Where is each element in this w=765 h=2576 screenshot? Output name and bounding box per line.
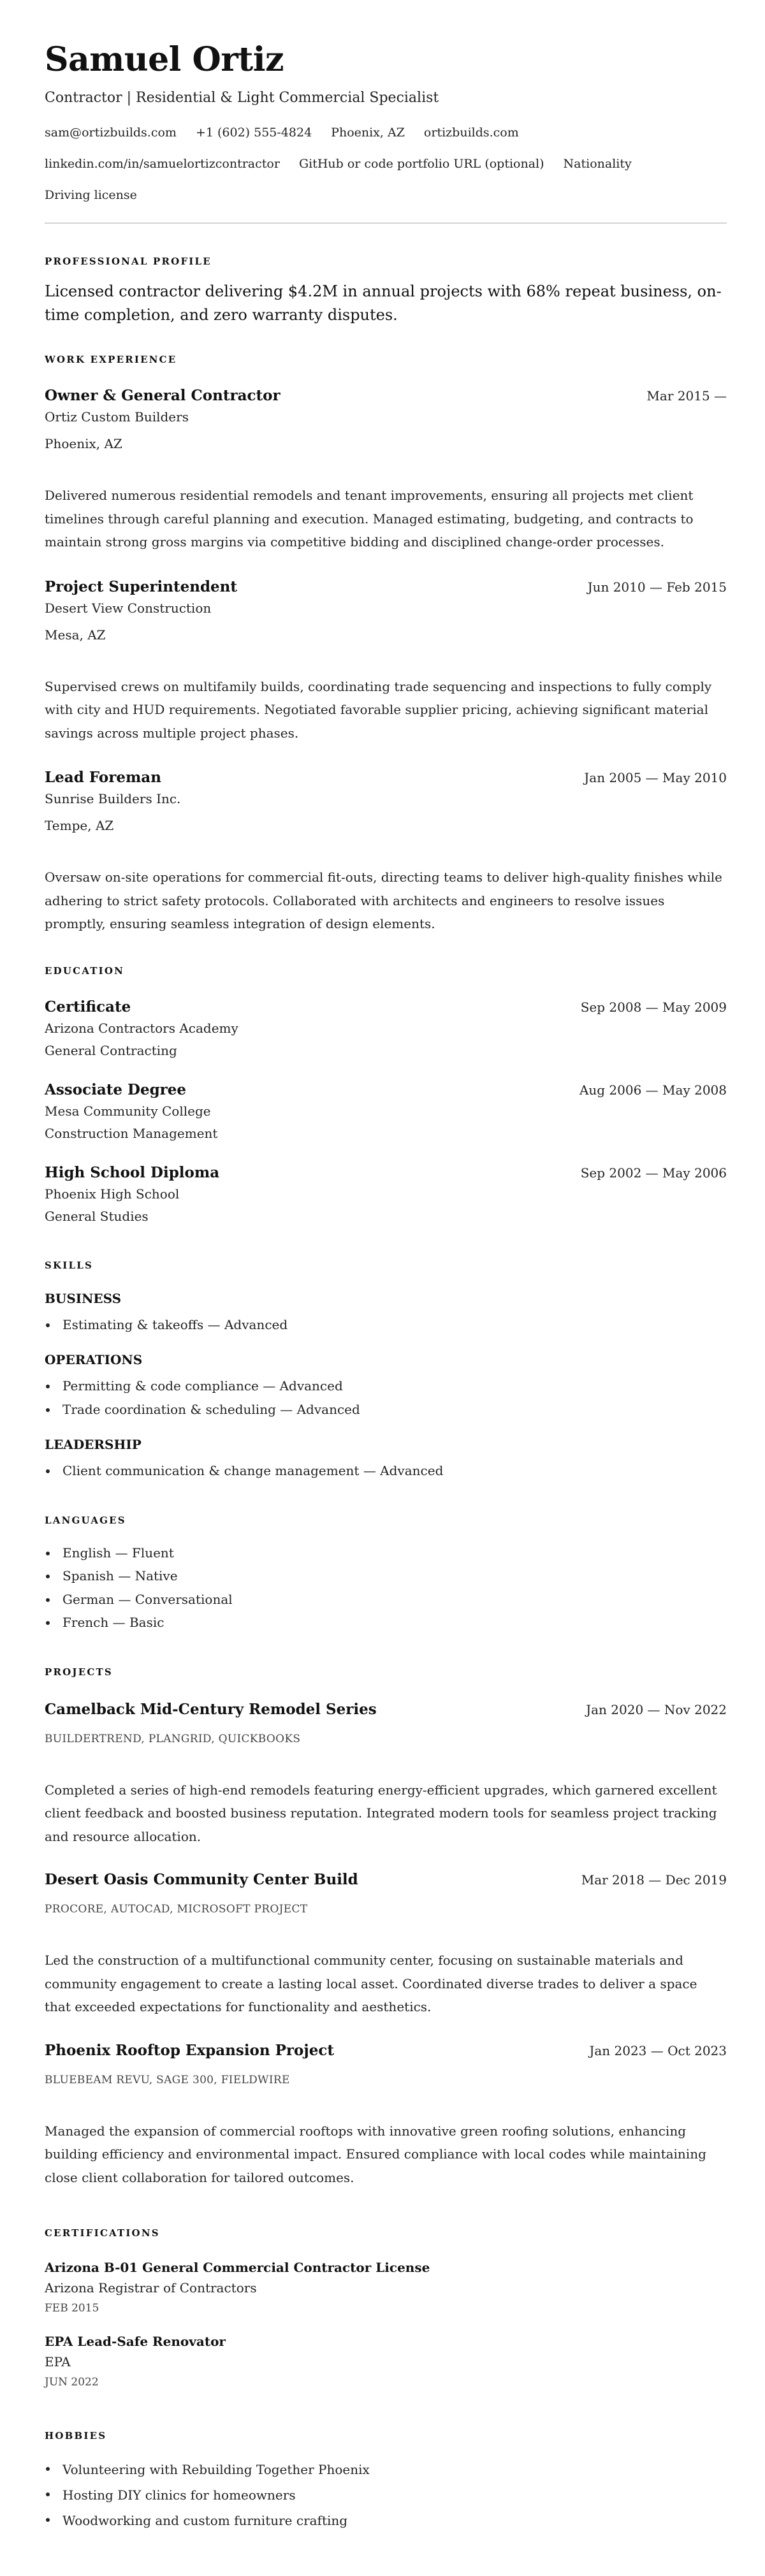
candidate-name: Samuel Ortiz — [45, 40, 284, 79]
job-header — [45, 768, 727, 788]
contact-nationality: Nationality — [563, 157, 632, 171]
project-header — [45, 2041, 727, 2061]
project-dates: Jan 2023 — Oct 2023 — [589, 2042, 727, 2058]
education-school: Arizona Contractors Academy — [45, 1020, 238, 1036]
project-title: Camelback Mid-Century Remodel Series — [45, 1700, 377, 1718]
contact-email[interactable]: sam@ortizbuilds.com — [45, 126, 177, 140]
certification-entry — [45, 2258, 727, 2318]
job-title: Lead Foreman — [45, 769, 161, 786]
job-description: Delivered numerous residential remodels and tenant improvements, ensuring all projects met client timelines through careful planning and execution. Managed estimating, budgeting, and contracts to maintain strong gross margins via competitive bidding and disciplined change-order processes. — [45, 488, 694, 549]
job-dates: Jun 2010 — Feb 2015 — [587, 579, 727, 595]
contact-phone[interactable]: +1 (602) 555-4824 — [195, 126, 312, 140]
profile-summary: Licensed contractor delivering $4.2M in annual projects with 68% repeat business, on-time completion, and zero warranty disputes. — [45, 282, 722, 324]
contact-linkedin[interactable]: linkedin.com/in/samuelortizcontractor — [45, 157, 280, 171]
project-description: Managed the expansion of commercial rooftops with innovative green roofing solutions, enhancing building efficiency and environmental impact. Ensured compliance with local codes while maintaining close client collaboration for tailored outcomes. — [45, 2123, 706, 2185]
education-list — [45, 997, 727, 1228]
project-description: Completed a series of high-end remodels featuring energy-efficient upgrades, which garnered excellent client feedback and boosted business reputation. Integrated modern tools for seamless project tracking and resource allocation. — [45, 1782, 717, 1844]
education-header — [45, 1080, 727, 1100]
skill-item: Permitting & code compliance — Advanced — [45, 1374, 727, 1398]
education-degree: Associate Degree — [45, 1081, 187, 1098]
job-entry — [45, 386, 727, 554]
hobby-item: Woodworking and custom furniture crafting — [45, 2508, 727, 2533]
certifications-list — [45, 2258, 727, 2392]
section-heading-work: WORK EXPERIENCE — [45, 354, 177, 365]
language-item: French — Basic — [45, 1611, 727, 1634]
project-tools: BUILDERTREND, PLANGRID, QUICKBOOKS — [45, 1732, 301, 1745]
work-list — [45, 386, 727, 936]
education-field: General Contracting — [45, 1042, 177, 1058]
certification-name: EPA Lead-Safe Renovator — [45, 2334, 226, 2349]
education-field: Construction Management — [45, 1125, 218, 1141]
job-company: Ortiz Custom Builders — [45, 409, 189, 425]
education-dates: Sep 2008 — May 2009 — [580, 999, 727, 1015]
job-entry — [45, 768, 727, 936]
job-company: Desert View Construction — [45, 600, 212, 616]
languages-list — [45, 1541, 727, 1634]
skill-items — [45, 1313, 727, 1337]
contact-driving-license: Driving license — [45, 188, 137, 202]
skill-category: BUSINESS — [45, 1290, 122, 1306]
project-title: Desert Oasis Community Center Build — [45, 1871, 358, 1888]
job-description: Oversaw on-site operations for commercial fit-outs, directing teams to deliver high-quality finishes while adhering to strict safety protocols. Collaborated with architects and engineers to resolve issues promptly, ensuring seamless integration of design elements. — [45, 870, 722, 931]
project-entry — [45, 1699, 727, 1849]
section-heading-certifications: CERTIFICATIONS — [45, 2227, 160, 2239]
section-heading-hobbies: HOBBIES — [45, 2430, 107, 2441]
job-description: Supervised crews on multifamily builds, coordinating trade sequencing and inspections to fully comply with city and HUD requirements. Negotiated favorable supplier pricing, achieving significant material savings across multiple project phases. — [45, 678, 712, 741]
header-divider — [45, 222, 727, 224]
project-tools: BLUEBEAM REVU, SAGE 300, FIELDWIRE — [45, 2073, 290, 2086]
education-dates: Aug 2006 — May 2008 — [579, 1082, 727, 1098]
education-degree: High School Diploma — [45, 1163, 220, 1181]
project-header — [45, 1699, 727, 1720]
education-dates: Sep 2002 — May 2006 — [580, 1165, 727, 1181]
skill-item: Estimating & takeoffs — Advanced — [45, 1313, 727, 1337]
education-school: Phoenix High School — [45, 1186, 180, 1202]
job-title: Project Superintendent — [45, 578, 238, 595]
language-item: Spanish — Native — [45, 1564, 727, 1588]
section-heading-skills: SKILLS — [45, 1259, 94, 1271]
education-entry — [45, 1163, 727, 1228]
certification-entry — [45, 2332, 727, 2392]
project-title: Phoenix Rooftop Expansion Project — [45, 2041, 334, 2059]
job-dates: Jan 2005 — May 2010 — [584, 770, 727, 785]
certification-date: FEB 2015 — [45, 2302, 99, 2315]
skill-category: OPERATIONS — [45, 1352, 143, 1367]
contact-list — [45, 117, 727, 211]
education-header — [45, 997, 727, 1017]
skill-item: Client communication & change management — Advanced — [45, 1459, 727, 1483]
job-entry — [45, 577, 727, 745]
certification-date: JUN 2022 — [45, 2376, 99, 2389]
project-entry — [45, 2041, 727, 2190]
project-entry — [45, 1870, 727, 2019]
education-entry — [45, 1080, 727, 1145]
job-company: Sunrise Builders Inc. — [45, 791, 181, 806]
contact-location: Phoenix, AZ — [331, 126, 405, 140]
contact-website[interactable]: ortizbuilds.com — [423, 126, 519, 140]
education-header — [45, 1163, 727, 1183]
project-dates: Mar 2018 — Dec 2019 — [581, 1872, 727, 1888]
project-dates: Jan 2020 — Nov 2022 — [586, 1701, 727, 1717]
education-degree: Certificate — [45, 998, 131, 1015]
section-heading-projects: PROJECTS — [45, 1666, 113, 1678]
education-field: General Studies — [45, 1208, 149, 1224]
job-title: Owner & General Contractor — [45, 387, 280, 404]
certification-issuer: EPA — [45, 2354, 71, 2369]
hobbies-list — [45, 2457, 727, 2533]
hobby-item: Hosting DIY clinics for homeowners — [45, 2482, 727, 2508]
language-item: German — Conversational — [45, 1588, 727, 1612]
skill-item: Trade coordination & scheduling — Advanced — [45, 1398, 727, 1422]
skills-list — [45, 1289, 727, 1483]
job-location: Tempe, AZ — [45, 818, 114, 833]
hobby-item: Volunteering with Rebuilding Together Phoenix — [45, 2457, 727, 2482]
job-header — [45, 577, 727, 597]
section-heading-education: EDUCATION — [45, 964, 125, 977]
job-location: Phoenix, AZ — [45, 436, 122, 451]
section-heading-languages: LANGUAGES — [45, 1514, 126, 1526]
project-header — [45, 1870, 727, 1890]
contact-github: GitHub or code portfolio URL (optional) — [298, 157, 544, 171]
job-header — [45, 386, 727, 406]
skill-items — [45, 1459, 727, 1483]
job-location: Mesa, AZ — [45, 627, 106, 643]
project-description: Led the construction of a multifunctional community center, focusing on sustainable materials and community engagement to create a lasting local asset. Coordinated diverse trades to deliver a space that exceeded expectations for functionality and aesthetics. — [45, 1953, 697, 2014]
project-tools: PROCORE, AUTOCAD, MICROSOFT PROJECT — [45, 1903, 308, 1916]
section-heading-profile: PROFESSIONAL PROFILE — [45, 256, 212, 267]
certification-issuer: Arizona Registrar of Contractors — [45, 2280, 257, 2296]
skill-category: LEADERSHIP — [45, 1437, 142, 1452]
education-entry — [45, 997, 727, 1062]
certification-name: Arizona B-01 General Commercial Contractor License — [45, 2260, 430, 2275]
education-school: Mesa Community College — [45, 1103, 211, 1119]
language-item: English — Fluent — [45, 1541, 727, 1565]
job-dates: Mar 2015 — — [646, 388, 727, 404]
headline: Contractor | Residential & Light Commercial Specialist — [45, 90, 439, 106]
projects-list — [45, 1699, 727, 2190]
skill-items — [45, 1374, 727, 1421]
